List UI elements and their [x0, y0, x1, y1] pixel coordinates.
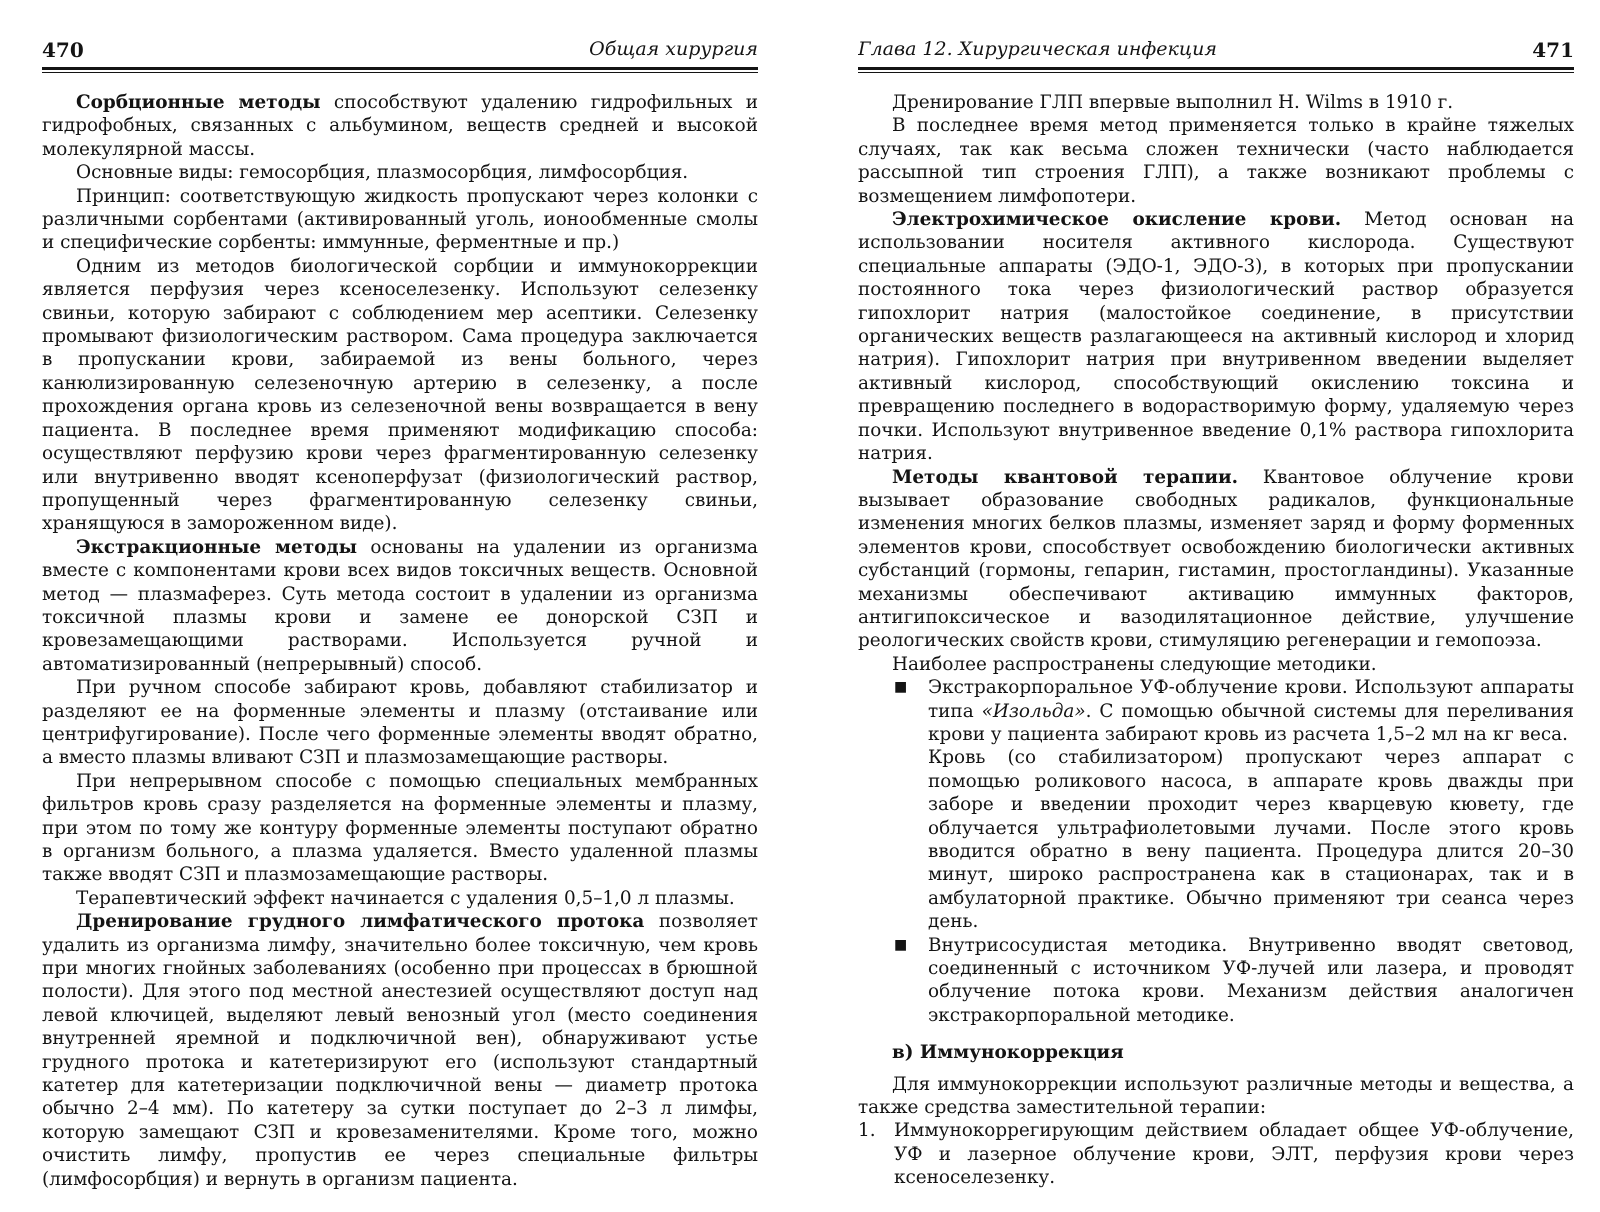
paragraph-text: позволяет удалить из организма лимфу, значительно более токсичную, чем кровь при многих гнойных заболеваниях (особенно при процессах в брюшной полости). Для этого под местной анестезией осуществляют доступ над левой ключицей, выделяют левый венозный угол (место соединения внутренней яремной и подключичной вен), обнаруживают устье грудного протока и катетеризируют его (используют стандартный катетер для катетеризации подключичной вены — диаметр протока обычно 2–4 мм). По катетеру за сутки поступает до 2–3 л лимфы, которую замещают СЗП и кровезаменителями. Кроме того, можно очистить лимфу, пропустив ее через специальные фильтры (лимфосорбция) и вернуть в организм пациента. [42, 911, 758, 1190]
paragraph-duct-drainage [42, 910, 758, 1191]
left-running-title: Общая хирургия [589, 38, 758, 60]
paragraph-text: Экстракорпоральное УФ-облучение крови. Используют аппараты типа [928, 677, 1574, 722]
right-running-title: Глава 12. Хирургическая инфекция [858, 38, 1217, 60]
left-page-header [42, 34, 758, 64]
paragraph-xenospleen: Одним из методов биологической сорбции и иммунокоррекции является перфузия через ксеноселезенку. Используют селезенку свиньи, которую забирают с соблюдением мер асептики. Селезенку промывают физиологическим раствором. Сама процедура заключается в пропускании крови, забираемой из вены больного, через канюлизированную селезеночную артерию в селезенку, а после прохождения органа кровь из селезеночной вены возвращается в вену пациента. В последнее время применяют модификацию способа: осуществляют перфузию крови через фрагментированную селезенку или внутривенно вводят ксеноперфузат (физиологический раствор, пропущенный через фрагментированную селезенку свиньи, хранящуюся в замороженном виде). [42, 255, 758, 535]
paragraph-quantum [858, 466, 1574, 653]
left-page [42, 34, 758, 1194]
bullet-intravascular: Внутрисосудистая методика. Внутривенно вводят световод, соединенный с источником УФ-лучей или лазера, и проводят облучение потока крови. Механизм действия аналогичен экстракорпоральной методике. [928, 934, 1574, 1026]
paragraph-text: Метод основан на использовании носителя активного кислорода. Существуют специальные аппараты (ЭДО-1, ЭДО-3), в которых при пропускании постоянного тока через физиологический раствор образуется гипохлорит натрия (малостойкое соединение, в присутствии органических веществ разлагающееся на активный кислород и хлорид натрия). Гипохлорит натрия при внутривенном введении выделяет активный кислород, способствующий окислению токсина и превращению последнего в водорастворимую форму, удаляемую через почки. Используют внутривенное введение 0,1% раствора гипохлорита натрия. [858, 209, 1574, 465]
list-item [858, 1119, 1574, 1189]
bullet-extracorporeal [928, 676, 1574, 746]
section-heading: в) Иммунокоррекция [892, 1042, 1124, 1064]
paragraph-text: способствуют удалению гидрофильных и гидрофобных, связанных с альбумином, веществ средней и высокой молекулярной массы. [42, 92, 758, 160]
paragraph-methods-intro: Наиболее распространены следующие методики. [892, 653, 1377, 675]
paragraph-immunocorrection: Для иммунокоррекции используют различные методы и вещества, а также средства заместительной терапии: [858, 1073, 1574, 1119]
paragraph-continuous-method: При непрерывном способе с помощью специальных мембранных фильтров кровь сразу разделяется на форменные элементы и плазму, при этом по тому же контуру форменные элементы поступают обратно в организм больного, а плазма удаляется. Вместо удаленной плазмы также вводят СЗП и плазмозамещающие растворы. [42, 770, 758, 886]
term-sorption: Сорбционные методы [76, 92, 321, 113]
paragraph-types: Основные виды: гемосорбция, плазмосорбция, лимфосорбция. [76, 162, 689, 184]
left-page-body [42, 91, 758, 1191]
paragraph-recent-use: В последнее время метод применяется только в крайне тяжелых случаях, так как весьма сложен технически (часто наблюдается рассыпной тип строения ГЛП), а также возникают проблемы с возмещением лимфопотери. [858, 115, 1574, 207]
paragraph-text: . С помощью обычной системы для переливания крови у пациента забирают кровь из расчета 1,5–2 мл на кг веса. [928, 700, 1574, 745]
paragraph-extraction [42, 536, 758, 676]
term-extraction: Экстракционные методы [76, 536, 358, 558]
left-header-rule [42, 67, 758, 73]
device-name: «Изольда» [981, 700, 1086, 722]
right-page-header [858, 34, 1574, 64]
bullet-extracorporeal-continued: Кровь (со стабилизатором) пропускают через аппарат с помощью роликового насоса, в аппарате кровь дважды при заборе и введении проходит через кварцевую кювету, где облучается ультрафиолетовыми лучами. После этого кровь вводится обратно в вену пациента. Процедура длится 20–30 минут, широко распространена как в стационарах, так и в амбулаторной практике. Обычно применяют три сеанса через день. [928, 747, 1574, 933]
left-page-number: 470 [42, 38, 84, 62]
paragraph-therapeutic-effect: Терапевтический эффект начинается с удаления 0,5–1,0 л плазмы. [76, 887, 735, 909]
paragraph-manual-method: При ручном способе забирают кровь, добавляют стабилизатор и разделяют ее на форменные элементы и плазму (отстаивание или центрифугирование). После чего форменные элементы вводят обратно, а вместо плазмы вливают СЗП и плазмозамещающие растворы. [42, 677, 758, 769]
numbered-item-text: Иммунокоррегирующим действием обладает общее УФ-облучение, УФ и лазерное облучение крови, ЭЛТ, перфузия крови через ксеноселезенку. [894, 1120, 1574, 1189]
paragraph-electrochemical [858, 208, 1574, 465]
paragraph-text: Квантовое облучение крови вызывает образование свободных радикалов, функциональные изменения многих белков плазмы, изменяет заряд и форму форменных элементов крови, способствует освобождению биологически активных субстанций (гормоны, гепарин, гистамин, простогландины). Указанные механизмы обеспечивают активацию иммунных факторов, антигипоксическое и вазодилятационное действие, улучшение реологических свойств крови, стимуляцию регенерации и гемопоэза. [858, 466, 1574, 652]
list-number: 1. [858, 1120, 876, 1142]
bullet-square-icon: ■ [894, 936, 908, 953]
right-header-rule [858, 67, 1574, 73]
term-electrochemical: Электрохимическое окисление крови. [892, 209, 1342, 231]
bullet-square-icon: ■ [894, 679, 908, 696]
right-page-number: 471 [1532, 38, 1574, 62]
paragraph-wilms: Дренирование ГЛП впервые выполнил H. Wilms в 1910 г. [892, 92, 1454, 113]
right-page [858, 34, 1574, 1194]
paragraph-principle: Принцип: соответствующую жидкость пропускают через колонки с различными сорбентами (активированный уголь, ионообменные смолы и специфические сорбенты: иммунные, ферментные и пр.) [42, 185, 758, 254]
term-quantum: Методы квантовой терапии. [892, 466, 1239, 488]
paragraph-text: основаны на удалении из организма вместе с компонентами крови всех видов токсичных веществ. Основной метод — плазмаферез. Суть метода состоит в удалении из организма токсичной плазмы крови и замене ее донорской СЗП и кровезамещающими растворами. Используется ручной и автоматизированный (непрерывный) способ. [42, 536, 758, 675]
paragraph-sorption [42, 91, 758, 161]
right-page-body [858, 91, 1574, 1190]
term-duct-drainage: Дренирование грудного лимфатического протока [76, 911, 645, 933]
list-item [858, 934, 1574, 1028]
list-item [858, 676, 1574, 933]
